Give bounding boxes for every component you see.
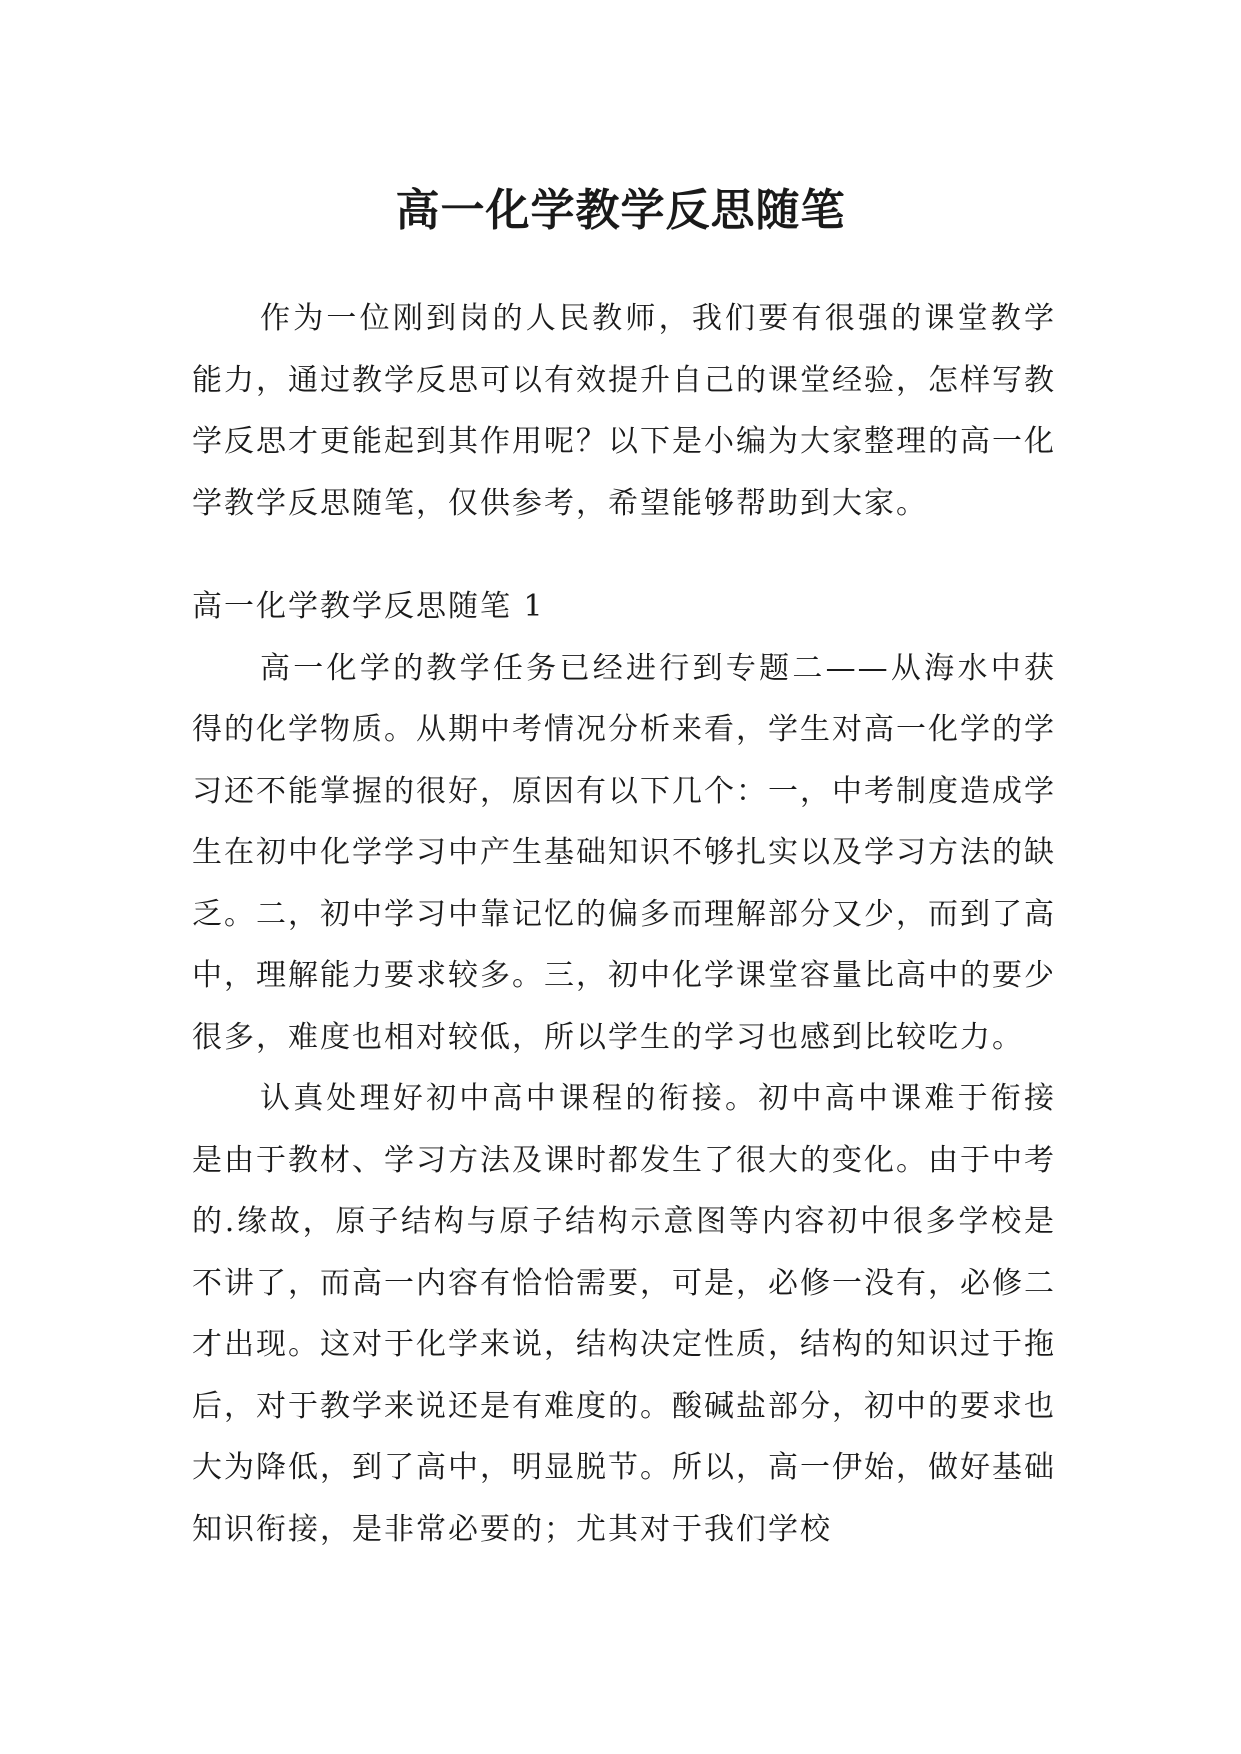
intro-paragraph: 作为一位刚到岗的人民教师，我们要有很强的课堂教学能力，通过教学反思可以有效提升自己的课堂经验，怎样写教学反思才更能起到其作用呢？以下是小编为大家整理的高一化学教学反思随笔，仅供参考，希望能够帮助到大家。 (192, 301, 1056, 521)
document-body (192, 288, 1056, 1560)
document-title: 高一化学教学反思随笔 (395, 185, 846, 237)
body-paragraph: 高一化学的教学任务已经进行到专题二——从海水中获得的化学物质。从期中考情况分析来看，学生对高一化学的学习还不能掌握的很好，原因有以下几个：一，中考制度造成学生在初中化学学习中产生基础知识不够扎实以及学习方法的缺乏。二，初中学习中靠记忆的偏多而理解部分又少，而到了高中，理解能力要求较多。三，初中化学课堂容量比高中的要少很多，难度也相对较低，所以学生的学习也感到比较吃力。 (192, 650, 1056, 1055)
body-paragraph: 认真处理好初中高中课程的衔接。初中高中课难于衔接是由于教材、学习方法及课时都发生了很大的变化。由于中考的.缘故，原子结构与原子结构示意图等内容初中很多学校是不讲了，而高一内容有恰恰需要，可是，必修一没有，必修二才出现。这对于化学来说，结构决定性质，结构的知识过于拖后，对于教学来说还是有难度的。酸碱盐部分，初中的要求也大为降低，到了高中，明显脱节。所以，高一伊始，做好基础知识衔接，是非常必要的；尤其对于我们学校 (192, 1081, 1056, 1547)
section-heading: 高一化学教学反思随笔 1 (192, 589, 545, 624)
